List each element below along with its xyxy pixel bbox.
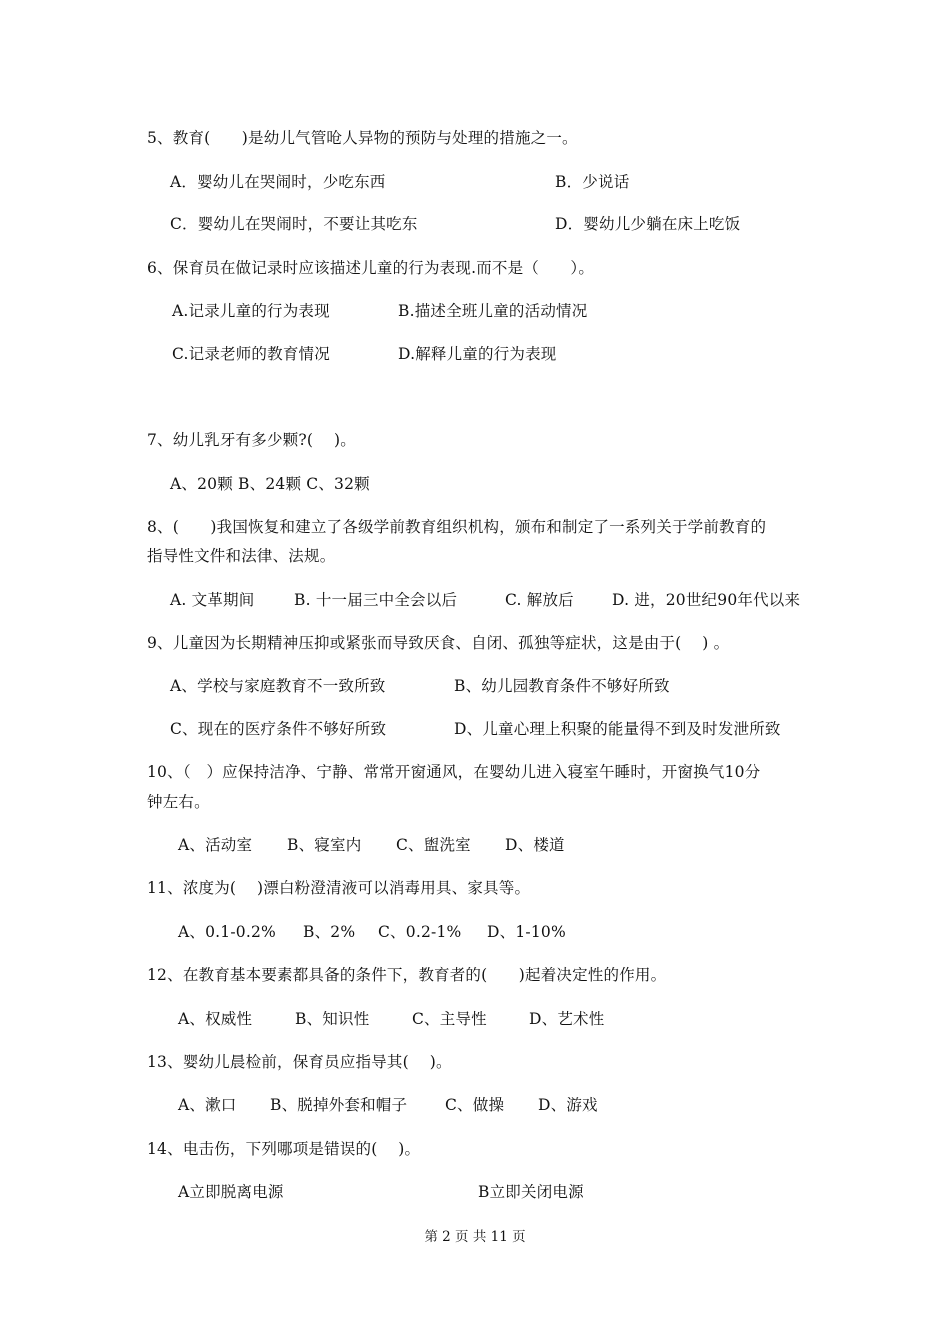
question-7-stem: 7、幼儿乳牙有多少颗?( )。 xyxy=(147,431,356,449)
question-14-stem: 14、电击伤，下列哪项是错误的( )。 xyxy=(147,1140,421,1158)
question-11-option-d: D、1-10% xyxy=(487,923,566,941)
question-5-option-b: B．少说话 xyxy=(555,173,630,191)
question-10-stem-line-2: 钟左右。 xyxy=(147,793,210,811)
question-14-option-a: A立即脱离电源 xyxy=(178,1183,284,1201)
question-8-option-a: A. 文革期间 xyxy=(170,591,255,609)
question-6-stem: 6、保育员在做记录时应该描述儿童的行为表现.而不是（ ）。 xyxy=(147,259,595,277)
question-11-option-b: B、2% xyxy=(303,923,356,941)
question-6-option-b: B.描述全班儿童的活动情况 xyxy=(398,302,588,320)
question-10-option-b: B、寝室内 xyxy=(287,836,362,854)
question-11-stem: 11、浓度为( )漂白粉澄清液可以消毒用具、家具等。 xyxy=(147,879,531,897)
question-10-stem-line-1: 10、（ ）应保持洁净、宁静、常常开窗通风，在婴幼儿进入寝室午睡时，开窗换气10分 xyxy=(147,763,761,781)
question-13-option-c: C、做操 xyxy=(445,1096,505,1114)
question-13-option-b: B、脱掉外套和帽子 xyxy=(270,1096,408,1114)
question-13-option-a: A、漱口 xyxy=(178,1096,237,1114)
question-13-stem: 13、婴幼儿晨检前，保育员应指导其( )。 xyxy=(147,1053,452,1071)
question-6-option-a: A.记录儿童的行为表现 xyxy=(172,302,330,320)
question-9-option-b: B、幼儿园教育条件不够好所致 xyxy=(454,677,670,695)
question-8-option-c: C. 解放后 xyxy=(505,591,574,609)
question-5-option-d: D．婴幼儿少躺在床上吃饭 xyxy=(555,215,741,233)
question-13-option-d: D、游戏 xyxy=(538,1096,598,1114)
question-12-stem: 12、在教育基本要素都具备的条件下，教育者的( )起着决定性的作用。 xyxy=(147,966,667,984)
question-12-option-a: A、权威性 xyxy=(178,1010,253,1028)
question-6-option-d: D.解释儿童的行为表现 xyxy=(398,345,557,363)
question-12-option-c: C、主导性 xyxy=(412,1010,487,1028)
question-10-option-d: D、楼道 xyxy=(505,836,565,854)
question-10-option-a: A、活动室 xyxy=(178,836,253,854)
question-10-option-c: C、盥洗室 xyxy=(396,836,471,854)
question-9-stem: 9、儿童因为长期精神压抑或紧张而导致厌食、自闭、孤独等症状，这是由于( ) 。 xyxy=(147,634,730,652)
question-12-option-b: B、知识性 xyxy=(295,1010,370,1028)
question-5-option-a: A．婴幼儿在哭闹时，少吃东西 xyxy=(170,173,386,191)
question-8-option-b: B. 十一届三中全会以后 xyxy=(294,591,458,609)
question-6-option-c: C.记录老师的教育情况 xyxy=(172,345,330,363)
question-8-stem-line-1: 8、( )我国恢复和建立了各级学前教育组织机构，颁布和制定了一系列关于学前教育的 xyxy=(147,518,767,536)
question-11-option-c: C、0.2-1% xyxy=(378,923,462,941)
question-8-stem-line-2: 指导性文件和法律、法规。 xyxy=(147,547,336,565)
question-14-option-b: B立即关闭电源 xyxy=(478,1183,584,1201)
question-9-option-c: C、现在的医疗条件不够好所致 xyxy=(170,720,387,738)
question-9-option-d: D、儿童心理上积聚的能量得不到及时发泄所致 xyxy=(454,720,781,738)
question-11-option-a: A、0.1-0.2% xyxy=(178,923,276,941)
question-9-option-a: A、学校与家庭教育不一致所致 xyxy=(170,677,386,695)
question-7-options: A、20颗 B、24颗 C、32颗 xyxy=(170,475,370,493)
question-12-option-d: D、艺术性 xyxy=(529,1010,605,1028)
page-number-footer: 第 2 页 共 11 页 xyxy=(424,1229,526,1245)
question-8-option-d: D. 进，20世纪90年代以来 xyxy=(612,591,801,609)
question-5-option-c: C．婴幼儿在哭闹时，不要让其吃东 xyxy=(170,215,418,233)
question-5-stem: 5、教育( )是幼儿气管呛人异物的预防与处理的措施之一。 xyxy=(147,129,578,147)
